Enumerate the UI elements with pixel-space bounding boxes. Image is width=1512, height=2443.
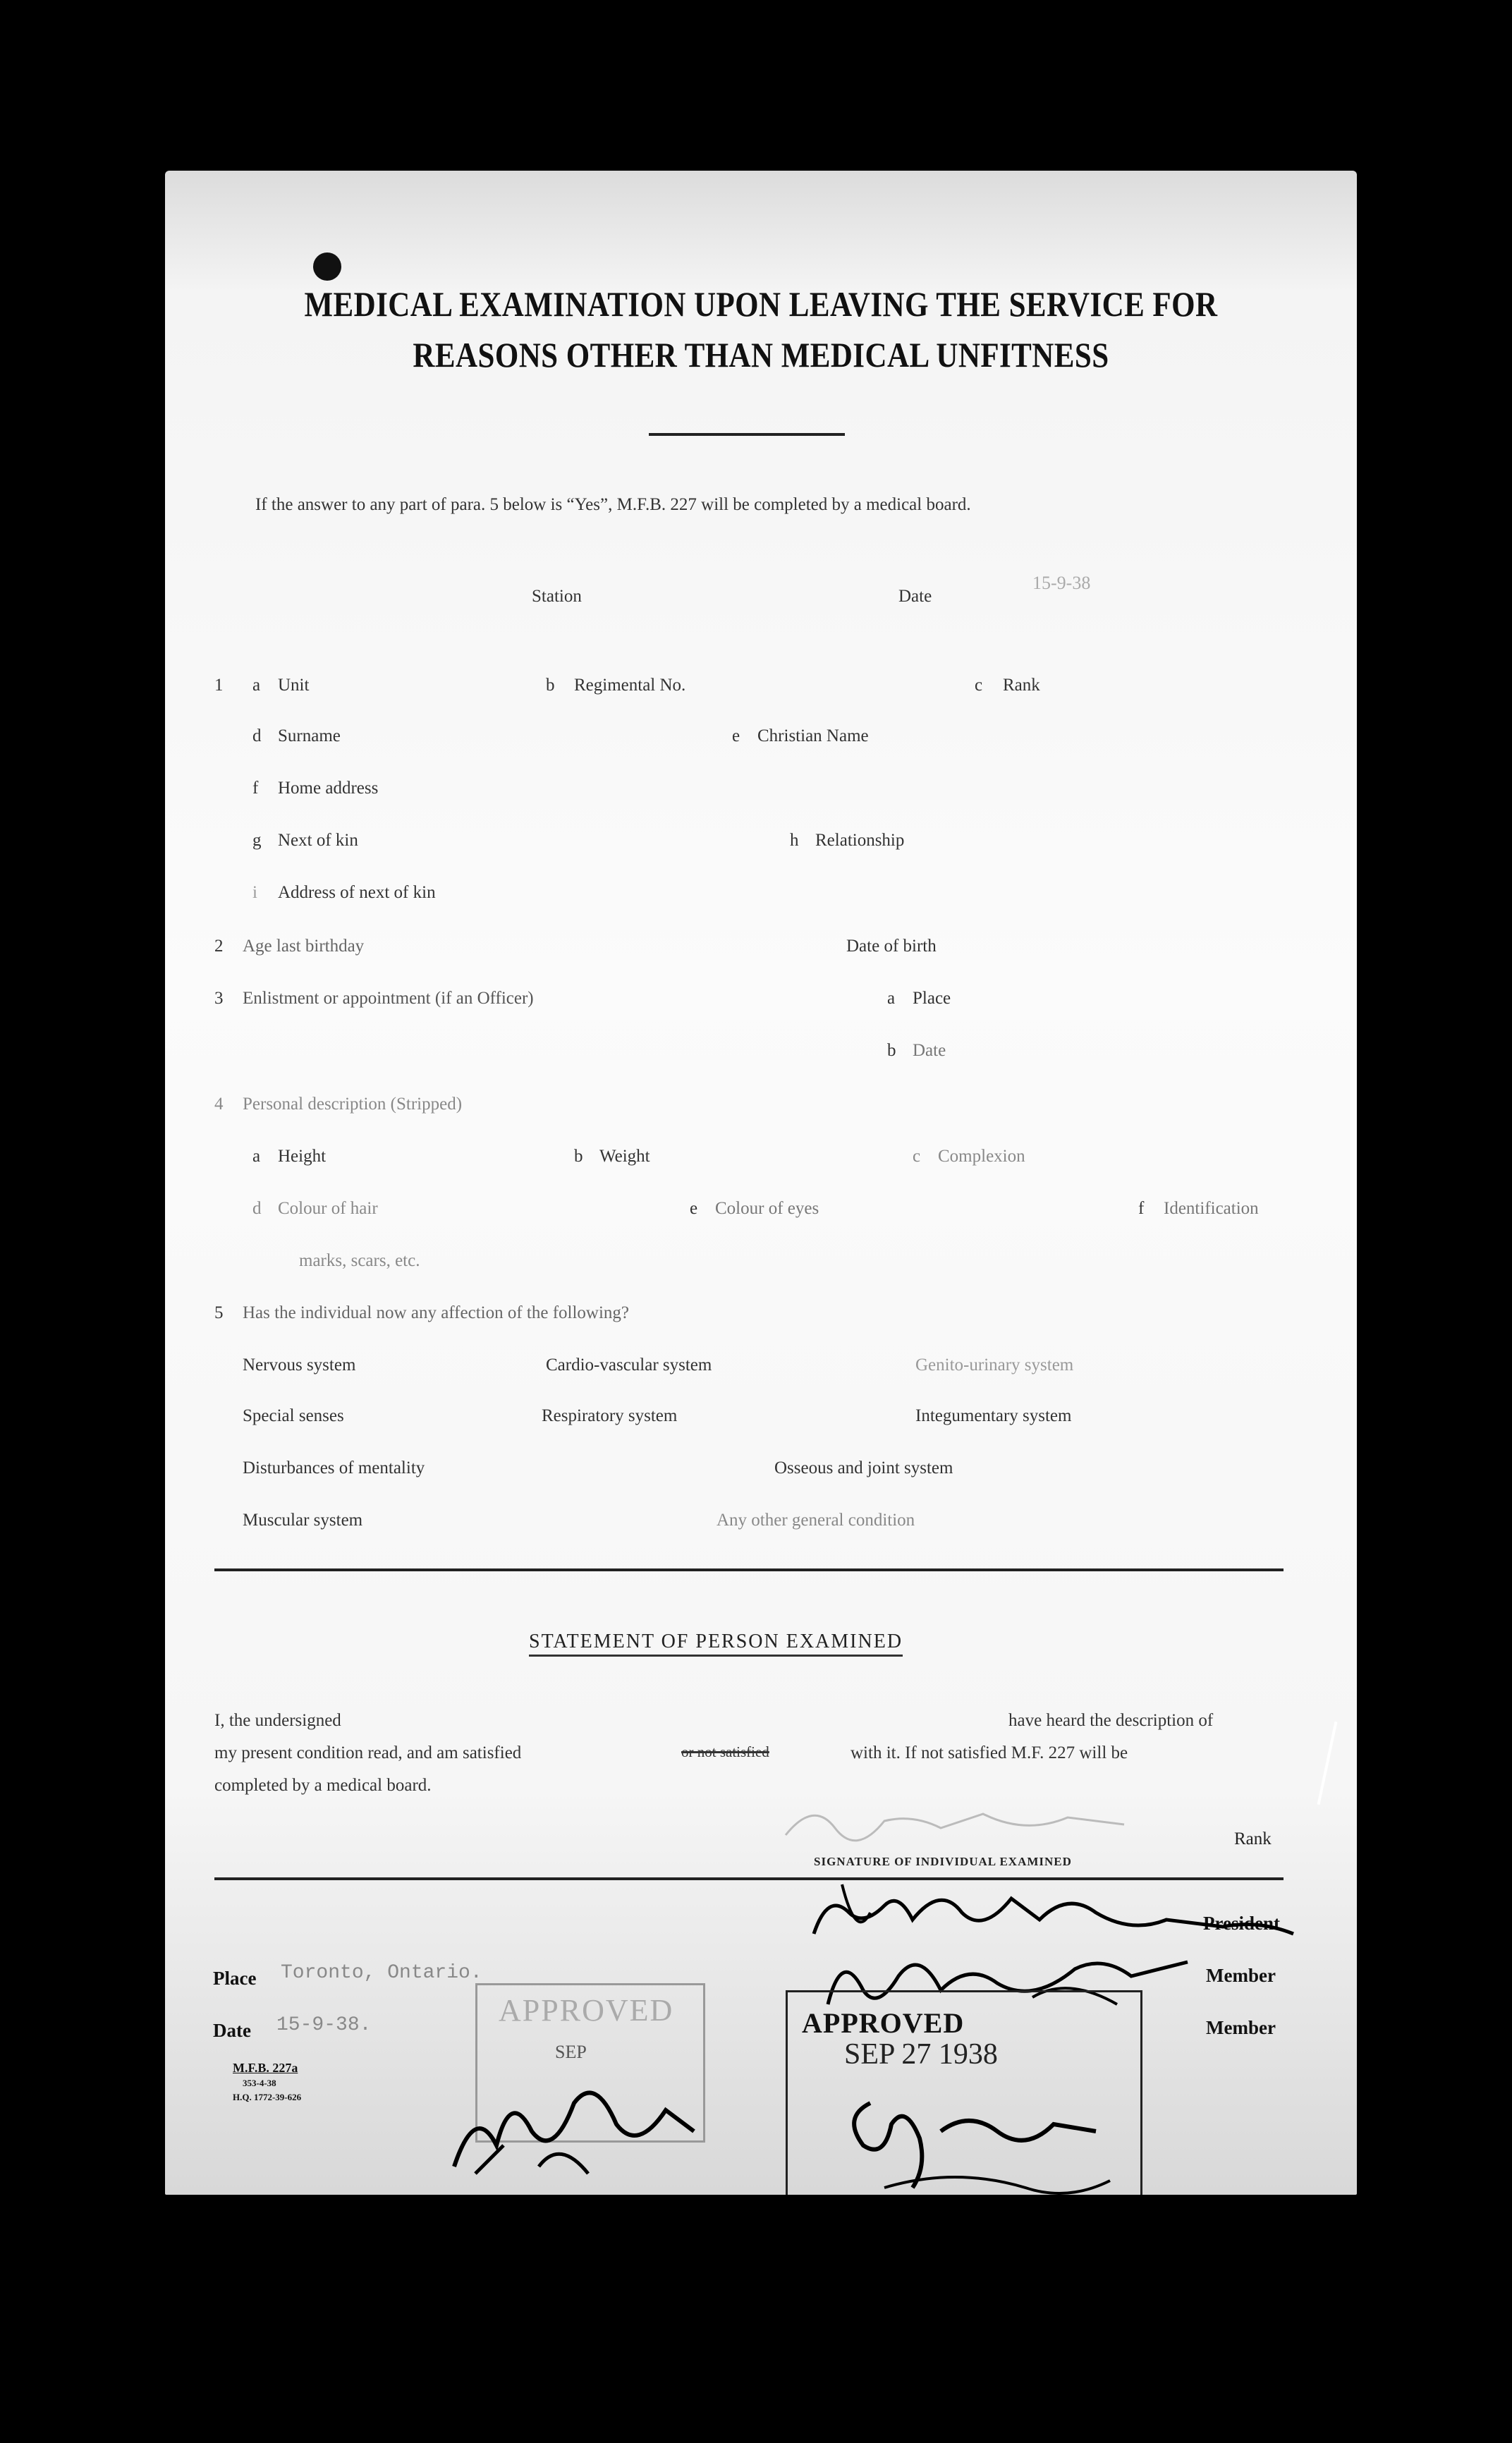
rank-label: Rank bbox=[1003, 676, 1040, 695]
form-code-line1: M.F.B. 227a bbox=[233, 2061, 298, 2075]
title-underline bbox=[649, 433, 845, 436]
home-address-label: Home address bbox=[278, 779, 379, 798]
surname-label: Surname bbox=[278, 726, 341, 745]
section1-number: 1 bbox=[214, 676, 224, 695]
form-code-line3: H.Q. 1772-39-626 bbox=[233, 2092, 302, 2102]
statement-part1: I, the undersigned bbox=[214, 1711, 341, 1730]
instruction-text: If the answer to any part of para. 5 below is “Yes”, M.F.B. 227 will be completed by a medical board. bbox=[255, 495, 971, 514]
address-next-of-kin-label: Address of next of kin bbox=[278, 883, 436, 902]
respiratory-label: Respiratory system bbox=[542, 1406, 678, 1425]
christian-name-letter: e bbox=[732, 726, 740, 745]
enlistment-label: Enlistment or appointment (if an Officer) bbox=[243, 989, 534, 1008]
punch-hole bbox=[313, 252, 341, 281]
statement-part4: with it. If not satisfied M.F. 227 will be bbox=[850, 1743, 1128, 1762]
date-value: 15-9-38 bbox=[1032, 573, 1091, 593]
christian-name-label: Christian Name bbox=[757, 726, 869, 745]
president-label: President bbox=[1203, 1913, 1280, 1934]
identification-label: Identification bbox=[1164, 1199, 1259, 1218]
genito-urinary-label: Genito-urinary system bbox=[915, 1355, 1074, 1375]
section3-number: 3 bbox=[214, 989, 224, 1008]
enlistment-date-label: Date bbox=[913, 1041, 946, 1060]
next-of-kin-label: Next of kin bbox=[278, 831, 358, 850]
complexion-label: Complexion bbox=[938, 1147, 1025, 1166]
hair-letter: d bbox=[252, 1199, 262, 1218]
home-address-letter: f bbox=[252, 779, 259, 798]
document-page bbox=[165, 171, 1357, 2195]
date-of-birth-label: Date of birth bbox=[846, 937, 937, 956]
mentality-label: Disturbances of mentality bbox=[243, 1458, 425, 1478]
rank-letter: c bbox=[975, 676, 983, 695]
date-letter: b bbox=[887, 1041, 896, 1060]
section-divider bbox=[214, 1568, 1284, 1571]
date2-label: Date bbox=[213, 2020, 251, 2041]
place-value: Toronto, Ontario. bbox=[281, 1962, 482, 1984]
integumentary-label: Integumentary system bbox=[915, 1406, 1072, 1425]
unit-label: Unit bbox=[278, 676, 310, 695]
section5-number: 5 bbox=[214, 1303, 224, 1322]
identification-letter: f bbox=[1138, 1199, 1145, 1218]
date2-value: 15-9-38. bbox=[276, 2014, 372, 2036]
complexion-letter: c bbox=[913, 1147, 921, 1166]
form-title-line1: MEDICAL EXAMINATION UPON LEAVING THE SERVICE FOR bbox=[304, 284, 1218, 324]
stamp2-text: APPROVED bbox=[802, 2007, 965, 2039]
station-label: Station bbox=[532, 587, 582, 606]
osseous-label: Osseous and joint system bbox=[774, 1458, 953, 1478]
weight-letter: b bbox=[574, 1147, 583, 1166]
date-label: Date bbox=[898, 587, 932, 606]
hair-label: Colour of hair bbox=[278, 1199, 378, 1218]
eyes-letter: e bbox=[690, 1199, 698, 1218]
height-label: Height bbox=[278, 1147, 327, 1166]
surname-letter: d bbox=[252, 726, 262, 745]
affection-question: Has the individual now any affection of the following? bbox=[243, 1303, 630, 1322]
stamp2-date: SEP 27 1938 bbox=[844, 2038, 998, 2071]
nervous-system-label: Nervous system bbox=[243, 1355, 356, 1375]
other-condition-label: Any other general condition bbox=[717, 1511, 915, 1530]
signature-label: SIGNATURE OF INDIVIDUAL EXAMINED bbox=[814, 1855, 1072, 1868]
place-label: Place bbox=[213, 1968, 257, 1989]
faint-signature-mark bbox=[772, 1793, 1138, 1849]
relationship-label: Relationship bbox=[815, 831, 905, 850]
muscular-label: Muscular system bbox=[243, 1511, 363, 1530]
age-label: Age last birthday bbox=[243, 937, 365, 956]
form-title-line2: REASONS OTHER THAN MEDICAL UNFITNESS bbox=[413, 335, 1109, 374]
stamp1-text: APPROVED bbox=[499, 1993, 674, 2028]
relationship-letter: h bbox=[790, 831, 799, 850]
statement-part5: completed by a medical board. bbox=[214, 1776, 432, 1795]
member-label-2: Member bbox=[1206, 2017, 1276, 2038]
special-senses-label: Special senses bbox=[243, 1406, 344, 1425]
form-code-line2: 353-4-38 bbox=[243, 2078, 276, 2088]
stamp2-signature bbox=[814, 2075, 1166, 2195]
unit-letter: a bbox=[252, 676, 261, 695]
enlistment-place-label: Place bbox=[913, 989, 951, 1008]
section4-number: 4 bbox=[214, 1095, 224, 1114]
cardio-vascular-label: Cardio-vascular system bbox=[546, 1355, 712, 1375]
next-of-kin-letter: g bbox=[252, 831, 262, 850]
statement-heading: STATEMENT OF PERSON EXAMINED bbox=[529, 1631, 903, 1657]
regimental-no-label: Regimental No. bbox=[574, 676, 686, 695]
eyes-label: Colour of eyes bbox=[715, 1199, 819, 1218]
rank-field-label: Rank bbox=[1234, 1829, 1272, 1848]
member-label-1: Member bbox=[1206, 1965, 1276, 1986]
marks-label: marks, scars, etc. bbox=[299, 1251, 420, 1270]
stamp1-signature bbox=[447, 2061, 701, 2188]
address-kin-letter: i bbox=[252, 883, 257, 902]
regimental-letter: b bbox=[546, 676, 555, 695]
place-letter: a bbox=[887, 989, 896, 1008]
height-letter: a bbox=[252, 1147, 261, 1166]
section2-number: 2 bbox=[214, 937, 224, 956]
statement-strike: or not satisfied bbox=[681, 1743, 769, 1760]
personal-description-label: Personal description (Stripped) bbox=[243, 1095, 463, 1114]
stamp1-date: SEP bbox=[555, 2042, 587, 2062]
weight-label: Weight bbox=[599, 1147, 650, 1166]
statement-part2: have heard the description of bbox=[1008, 1711, 1214, 1730]
statement-part3: my present condition read, and am satisfied bbox=[214, 1743, 522, 1762]
